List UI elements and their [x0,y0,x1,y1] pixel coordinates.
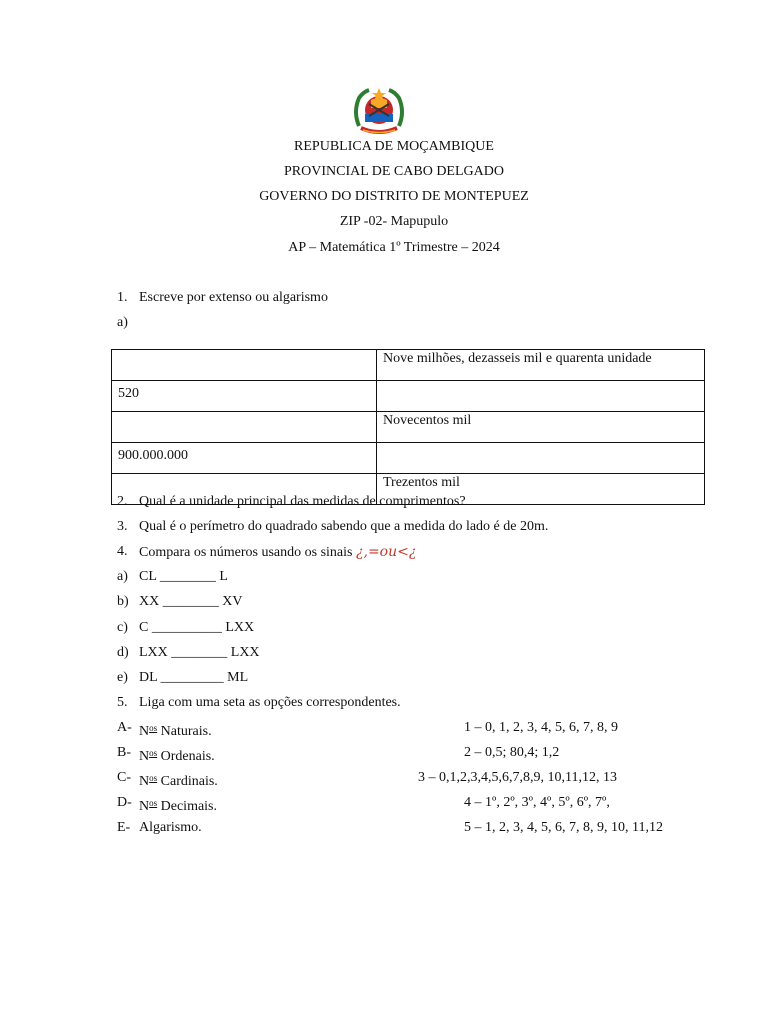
header-zip: ZIP -02- Mapupulo [339,214,449,229]
table-cell[interactable] [112,350,377,381]
q4-line [139,544,416,561]
q4-item-label: d) [117,645,129,660]
table-row [112,350,705,381]
header-exam-title: AP – Matemática 1º Trimestre – 2024 [288,240,500,255]
table-cell[interactable] [377,381,705,412]
q5-left-label: C- [117,770,131,785]
q5-right-item[interactable]: 1 – 0, 1, 2, 3, 4, 5, 6, 7, 8, 9 [464,720,618,735]
table-row [112,443,705,474]
q5-left-item[interactable]: $N^{os}$ Decimais. [139,798,218,814]
table-cell[interactable] [377,443,705,474]
q5-left-item[interactable]: $N^{os}$ Cardinais. [139,773,218,789]
q4-item-label: a) [117,569,128,584]
q1-sub-label: a) [117,315,128,330]
q4-item-text[interactable]: DL _________ ML [139,670,249,685]
q5-right-item[interactable]: 4 – 1º, 2º, 3º, 4º, 5º, 6º, 7º, [464,795,610,810]
q5-left-label: D- [117,795,132,810]
table-cell: 900.000.000 [112,443,377,474]
q5-right-item[interactable]: 3 – 0,1,2,3,4,5,6,7,8,9, 10,11,12, 13 [418,770,617,785]
extenso-table [111,349,705,505]
q5-left-item[interactable]: $N^{os}$ Ordenais. [139,748,215,764]
q4-text: Compara os números usando os sinais [139,545,353,560]
q4-item-label: c) [117,620,128,635]
header-district: GOVERNO DO DISTRITO DE MONTEPUEZ [259,189,529,204]
table-cell: Trezentos mil [377,474,705,505]
q4-item-label: e) [117,670,128,685]
q1-number: 1. [117,290,128,305]
table-cell: Novecentos mil [377,412,705,443]
q4-number: 4. [117,544,128,559]
header-republic: REPUBLICA DE MOÇAMBIQUE [294,139,494,154]
table-cell[interactable] [112,412,377,443]
q4-signs: ¿,=ou<¿ [355,544,417,560]
q5-text: Liga com uma seta as opções correspondentes. [139,695,401,710]
q5-left-item[interactable]: Algarismo. [139,820,202,835]
q5-left-item[interactable]: $N^{os}$ Naturais. [139,723,212,739]
table-row [112,412,705,443]
q2-text: Qual é a unidade principal das medidas de comprimentos? [139,494,466,509]
q2-number: 2. [117,494,128,509]
q4-item-text[interactable]: XX ________ XV [139,594,243,609]
q5-right-item[interactable]: 2 – 0,5; 80,4; 1,2 [464,745,560,760]
q5-left-label: A- [117,720,132,735]
table-cell: 520 [112,381,377,412]
q1-text: Escreve por extenso ou algarismo [139,290,328,305]
q5-left-label: E- [117,820,131,835]
q5-number: 5. [117,695,128,710]
table-cell: Nove milhões, dezasseis mil e quarenta unidade [377,350,705,381]
mozambique-emblem-icon [351,86,407,136]
q4-item-text[interactable]: CL ________ L [139,569,228,584]
q3-text: Qual é o perímetro do quadrado sabendo que a medida do lado é de 20m. [139,519,549,534]
table-row [112,381,705,412]
q3-number: 3. [117,519,128,534]
q4-item-text[interactable]: LXX ________ LXX [139,645,260,660]
q4-item-label: b) [117,594,129,609]
header-province: PROVINCIAL DE CABO DELGADO [284,164,504,179]
q4-item-text[interactable]: C __________ LXX [139,620,255,635]
q5-right-item[interactable]: 5 – 1, 2, 3, 4, 5, 6, 7, 8, 9, 10, 11,12 [464,820,663,835]
q5-left-label: B- [117,745,131,760]
